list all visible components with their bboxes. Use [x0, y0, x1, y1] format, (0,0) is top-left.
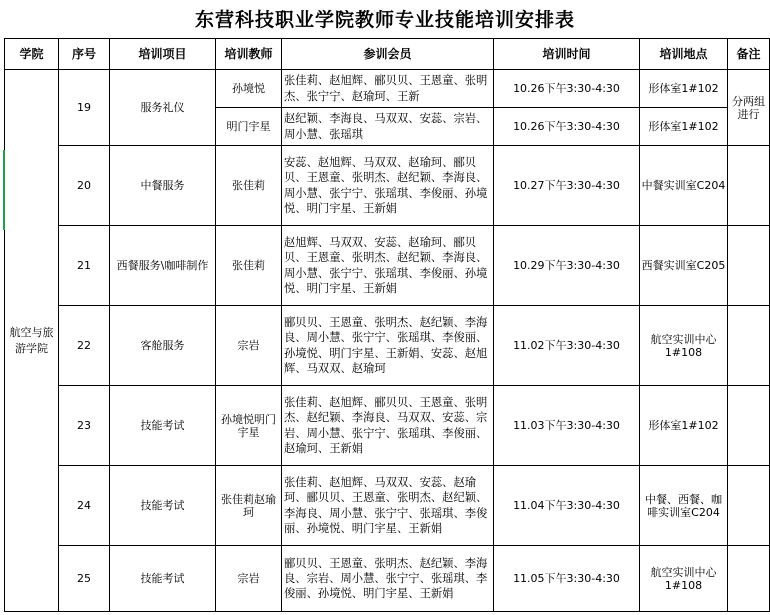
- cell-location: 中餐、西餐、咖啡实训室C204: [640, 466, 728, 546]
- cell-members: 安蕊、赵旭辉、马双双、赵瑜珂、郦贝贝、王恩童、张明杰、赵纪颖、李海良、周小慧、张宁宁、张瑶琪、李俊丽、孙境悦、明门宇星、王新娟: [282, 146, 494, 226]
- cell-seq: 23: [59, 386, 110, 466]
- cell-location: 航空实训中心1#108: [640, 546, 728, 612]
- cell-note: [728, 306, 770, 386]
- cell-members: 郦贝贝、王恩童、张明杰、赵纪颖、李海良、周小慧、张宁宁、张瑶琪、李俊丽、孙境悦、明门宇星、王新娟、安蕊、赵旭辉、马双双、赵瑜珂: [282, 306, 494, 386]
- cell-seq: 24: [59, 466, 110, 546]
- cell-members: 赵旭辉、马双双、安蕊、赵瑜珂、郦贝贝、王恩童、张明杰、赵纪颖、李海良、周小慧、张宁宁、张瑶琪、李俊丽、孙境悦、明门宇星、王新娟: [282, 226, 494, 306]
- cell-members: 赵纪颖、李海良、马双双、安蕊、宗岩、周小慧、张瑶琪: [282, 108, 494, 146]
- selection-marker: [3, 150, 5, 230]
- cell-location: 形体室1#102: [640, 108, 728, 146]
- cell-time: 10.26下午3:30-4:30: [494, 70, 640, 108]
- cell-note: 分两组进行: [728, 70, 770, 146]
- header-project: 培训项目: [110, 39, 216, 70]
- cell-project: 中餐服务: [110, 146, 216, 226]
- cell-project: 技能考试: [110, 546, 216, 612]
- cell-school: 航空与旅游学院: [5, 70, 59, 612]
- cell-members: 郦贝贝、王恩童、张明杰、赵纪颖、李海良、宗岩、周小慧、张宁宁、张瑶琪、李俊丽、孙境悦、明门宇星、王新娟: [282, 546, 494, 612]
- table-row: [5, 306, 770, 386]
- cell-project: 技能考试: [110, 466, 216, 546]
- cell-note: [728, 146, 770, 226]
- header-seq: 序号: [59, 39, 110, 70]
- training-table: [4, 38, 770, 612]
- cell-location: 西餐实训室C205: [640, 226, 728, 306]
- cell-time: 11.04下午3:30-4:30: [494, 466, 640, 546]
- table-row: [5, 70, 770, 108]
- cell-teacher: 宗岩: [216, 546, 282, 612]
- cell-teacher: 宗岩: [216, 306, 282, 386]
- cell-project: 技能考试: [110, 386, 216, 466]
- cell-note: [728, 466, 770, 546]
- header-time: 培训时间: [494, 39, 640, 70]
- cell-teacher: 孙境悦: [216, 70, 282, 108]
- cell-project: 西餐服务\咖啡制作: [110, 226, 216, 306]
- table-row: [5, 386, 770, 466]
- header-school: 学院: [5, 39, 59, 70]
- cell-time: 10.26下午3:30-4:30: [494, 108, 640, 146]
- cell-teacher: 张佳莉: [216, 226, 282, 306]
- cell-members: 张佳莉、赵旭辉、郦贝贝、王恩童、张明杰、赵纪颖、李海良、马双双、安蕊、宗岩、周小慧、张宁宁、张瑶琪、李俊丽、赵瑜珂、王新娟: [282, 386, 494, 466]
- cell-project: 客舱服务: [110, 306, 216, 386]
- cell-seq: 22: [59, 306, 110, 386]
- cell-time: 10.29下午3:30-4:30: [494, 226, 640, 306]
- cell-note: [728, 386, 770, 466]
- cell-members: 张佳莉、赵旭辉、马双双、安蕊、赵瑜珂、郦贝贝、王恩童、张明杰、赵纪颖、李海良、周小慧、张宁宁、张瑶琪、李俊丽、孙境悦、明门宇星、王新娟: [282, 466, 494, 546]
- cell-location: 形体室1#102: [640, 70, 728, 108]
- cell-location: 中餐实训室C204: [640, 146, 728, 226]
- cell-time: 11.05下午3:30-4:30: [494, 546, 640, 612]
- cell-seq: 19: [59, 70, 110, 146]
- header-note: 备注: [728, 39, 770, 70]
- cell-note: [728, 226, 770, 306]
- cell-teacher: 张佳莉: [216, 146, 282, 226]
- cell-note: [728, 546, 770, 612]
- cell-members: 张佳莉、赵旭辉、郦贝贝、王恩童、张明杰、张宁宁、赵瑜珂、王新: [282, 70, 494, 108]
- cell-time: 10.27下午3:30-4:30: [494, 146, 640, 226]
- cell-time: 11.02下午3:30-4:30: [494, 306, 640, 386]
- header-teacher: 培训教师: [216, 39, 282, 70]
- table-row: [5, 146, 770, 226]
- table-row: [5, 546, 770, 612]
- cell-time: 11.03下午3:30-4:30: [494, 386, 640, 466]
- table-row: [5, 226, 770, 306]
- table-row: [5, 466, 770, 546]
- cell-seq: 21: [59, 226, 110, 306]
- sheet-title: 东营科技职业学院教师专业技能培训安排表: [194, 9, 575, 31]
- cell-teacher: 孙境悦明门宇星: [216, 386, 282, 466]
- cell-location: 形体室1#102: [640, 386, 728, 466]
- header-members: 参训会员: [282, 39, 494, 70]
- header-row: [5, 39, 770, 70]
- cell-project: 服务礼仪: [110, 70, 216, 146]
- cell-teacher: 明门宇星: [216, 108, 282, 146]
- cell-seq: 20: [59, 146, 110, 226]
- cell-location: 航空实训中心1#108: [640, 306, 728, 386]
- header-location: 培训地点: [640, 39, 728, 70]
- cell-teacher: 张佳莉赵瑜珂: [216, 466, 282, 546]
- cell-seq: 25: [59, 546, 110, 612]
